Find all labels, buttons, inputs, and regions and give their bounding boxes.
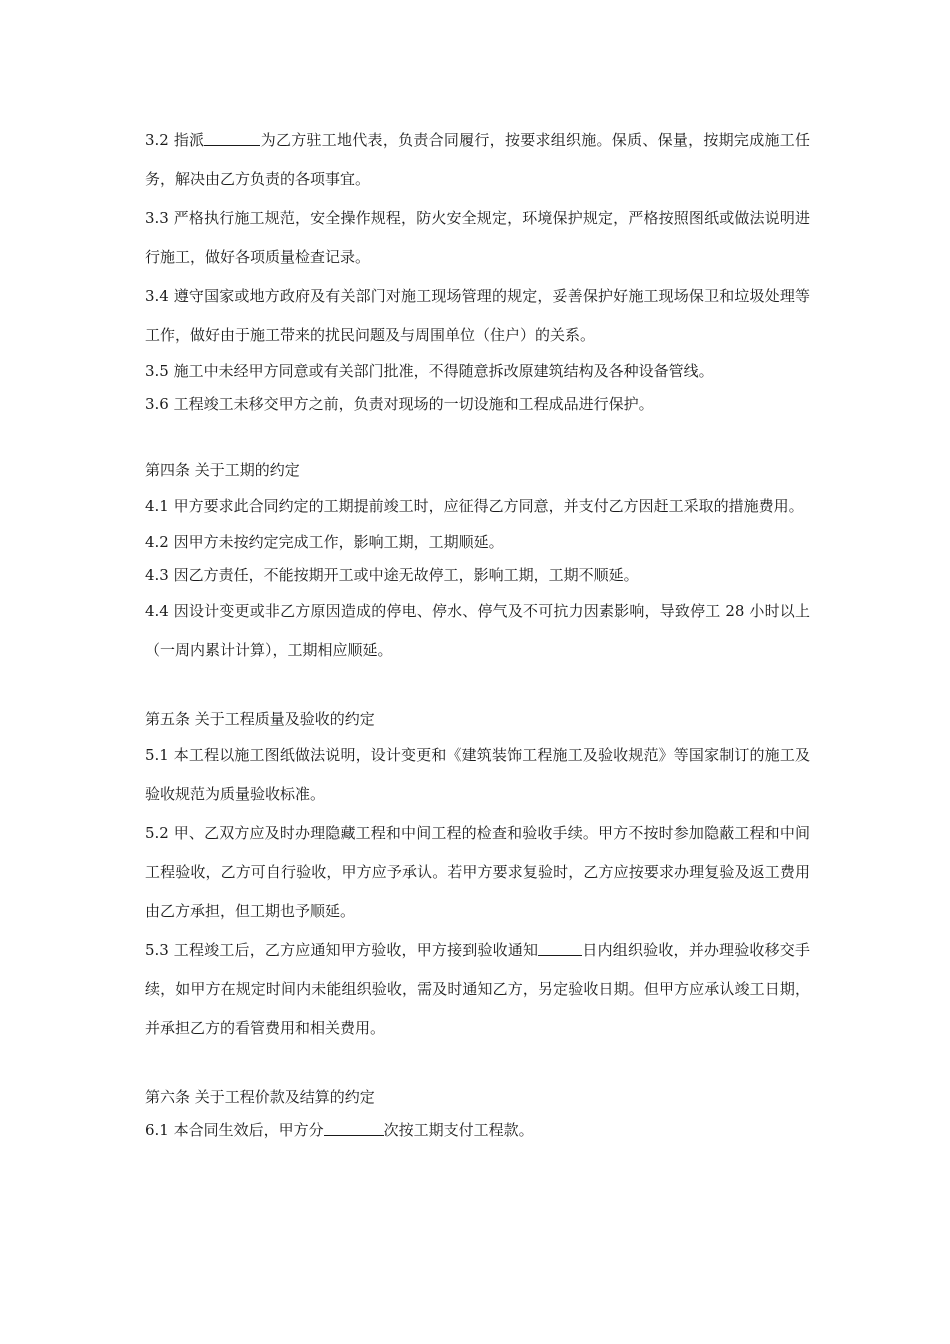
section-5 [145, 703, 810, 1048]
clause-4-3: 4.3 因乙方责任，不能按期开工或中途无故停工，影响工期，工期不顺延。 [145, 566, 639, 584]
section-gap [145, 670, 810, 703]
clause-text: 5.3 工程竣工后，乙方应通知甲方验收，甲方接到验收通知 [145, 941, 539, 959]
section-heading: 第四条 关于工期的约定 [145, 461, 300, 479]
clause-text: 日内组织验收，并办理验收移交手续，如甲方在规定时间内未能组织验收，需及时通知乙方，另定验收日期。但甲方应承认竣工日期，并承担乙方的看管费用和相关费用。 [145, 941, 810, 1037]
clause-text: 3.2 指派 [145, 131, 205, 149]
clause-3-4: 3.4 遵守国家或地方政府及有关部门对施工现场管理的规定，妥善保护好施工现场保卫和垃圾处理等工作，做好由于施工带来的扰民问题及与周围单位（住户）的关系。 [145, 287, 810, 344]
clause-4-2: 4.2 因甲方未按约定完成工作，影响工期，工期顺延。 [145, 533, 504, 551]
clause-5-2: 5.2 甲、乙双方应及时办理隐藏工程和中间工程的检查和验收手续。甲方不按时参加隐蔽工程和中间工程验收，乙方可自行验收，甲方应予承认。若甲方要求复验时，乙方应按要求办理复验及返工费用由乙方承担，但工期也予顺延。 [145, 824, 810, 920]
clause-3-2 [145, 121, 810, 199]
fill-in-blank[interactable] [204, 131, 260, 146]
section-3-continued [145, 121, 810, 421]
fill-in-blank[interactable] [538, 941, 582, 956]
clause-text: 6.1 本合同生效后，甲方分 [145, 1121, 324, 1139]
fill-in-blank[interactable] [324, 1121, 384, 1136]
section-gap [145, 421, 810, 454]
clause-text: 次按工期支付工程款。 [383, 1121, 534, 1139]
section-6 [145, 1081, 810, 1147]
clause-4-1: 4.1 甲方要求此合同约定的工期提前竣工时，应征得乙方同意，并支付乙方因赶工采取的措施费用。 [145, 497, 804, 515]
clause-text: 为乙方驻工地代表，负责合同履行，按要求组织施。保质、保量，按期完成施工任务，解决由乙方负责的各项事宜。 [145, 131, 810, 188]
clause-3-3: 3.3 严格执行施工规范，安全操作规程，防火安全规定，环境保护规定，严格按照图纸或做法说明进行施工，做好各项质量检查记录。 [145, 209, 810, 266]
document-page [145, 121, 810, 1147]
section-4 [145, 454, 810, 670]
clause-5-1: 5.1 本工程以施工图纸做法说明，设计变更和《建筑装饰工程施工及验收规范》等国家制订的施工及验收规范为质量验收标准。 [145, 746, 810, 803]
section-heading: 第五条 关于工程质量及验收的约定 [145, 710, 375, 728]
clause-3-5: 3.5 施工中未经甲方同意或有关部门批准，不得随意拆改原建筑结构及各种设备管线。 [145, 362, 714, 380]
clause-5-3 [145, 931, 810, 1048]
section-gap [145, 1048, 810, 1081]
clause-4-4: 4.4 因设计变更或非乙方原因造成的停电、停水、停气及不可抗力因素影响，导致停工 28 小时以上（一周内累计计算），工期相应顺延。 [145, 602, 810, 659]
section-heading: 第六条 关于工程价款及结算的约定 [145, 1088, 375, 1106]
clause-3-6: 3.6 工程竣工未移交甲方之前，负责对现场的一切设施和工程成品进行保护。 [145, 395, 654, 413]
clause-6-1 [145, 1114, 810, 1147]
